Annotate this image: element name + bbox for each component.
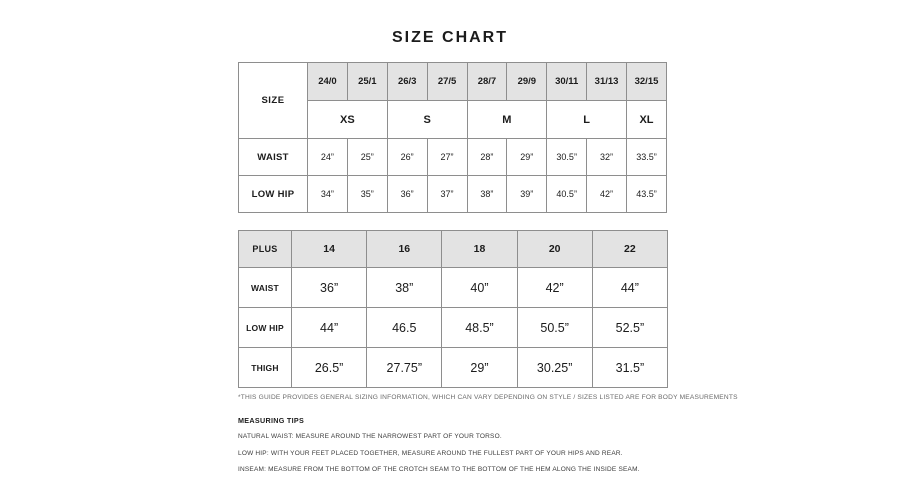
numeric-size-cell: 31/13 bbox=[587, 63, 627, 101]
low-hip-value-cell: 38” bbox=[467, 176, 507, 213]
low-hip-value-cell: 43.5” bbox=[627, 176, 667, 213]
numeric-size-cell: 28/7 bbox=[467, 63, 507, 101]
waist-value-cell: 26” bbox=[387, 139, 427, 176]
waist-value-cell: 24” bbox=[308, 139, 348, 176]
sizing-footnote: *THIS GUIDE PROVIDES GENERAL SIZING INFORMATION, WHICH CAN VARY DEPENDING ON STYLE / SIZES LISTED ARE FOR BODY MEASUREMENTS bbox=[238, 394, 738, 401]
low-hip-value-cell: 39” bbox=[507, 176, 547, 213]
thigh-value-cell: 26.5” bbox=[292, 348, 367, 388]
waist-row bbox=[239, 139, 667, 176]
measuring-tip: NATURAL WAIST: MEASURE AROUND THE NARROWEST PART OF YOUR TORSO. bbox=[238, 433, 502, 440]
numeric-size-cell: 29/9 bbox=[507, 63, 547, 101]
thigh-value-cell: 31.5” bbox=[592, 348, 667, 388]
plus-size-cell: 14 bbox=[292, 231, 367, 268]
plus-low-hip-row-label: LOW HIP bbox=[239, 308, 292, 348]
low-hip-value-cell: 36” bbox=[387, 176, 427, 213]
thigh-value-cell: 29” bbox=[442, 348, 517, 388]
thigh-row bbox=[239, 348, 668, 388]
letter-size-cell: S bbox=[387, 101, 467, 139]
numeric-size-cell: 30/11 bbox=[547, 63, 587, 101]
measuring-tips-list bbox=[238, 433, 798, 483]
thigh-value-cell: 27.75” bbox=[367, 348, 442, 388]
numeric-size-cell: 24/0 bbox=[308, 63, 348, 101]
waist-value-cell: 28” bbox=[467, 139, 507, 176]
waist-value-cell: 30.5” bbox=[547, 139, 587, 176]
low-hip-value-cell: 42” bbox=[587, 176, 627, 213]
plus-waist-value-cell: 40” bbox=[442, 268, 517, 308]
plus-low-hip-row bbox=[239, 308, 668, 348]
thigh-row-label: THIGH bbox=[239, 348, 292, 388]
low-hip-row-label: LOW HIP bbox=[239, 176, 308, 213]
plus-low-hip-value-cell: 44” bbox=[292, 308, 367, 348]
measuring-tip: LOW HIP: WITH YOUR FEET PLACED TOGETHER, MEASURE AROUND THE FULLEST PART OF YOUR HIPS AND REAR. bbox=[238, 449, 623, 457]
waist-value-cell: 27” bbox=[427, 139, 467, 176]
waist-value-cell: 33.5” bbox=[627, 139, 667, 176]
plus-corner-cell: PLUS bbox=[239, 231, 292, 268]
waist-value-cell: 25” bbox=[347, 139, 387, 176]
waist-value-cell: 29” bbox=[507, 139, 547, 176]
letter-size-cell: L bbox=[547, 101, 627, 139]
low-hip-value-cell: 35” bbox=[347, 176, 387, 213]
low-hip-value-cell: 40.5” bbox=[547, 176, 587, 213]
numeric-size-cell: 26/3 bbox=[387, 63, 427, 101]
low-hip-row bbox=[239, 176, 667, 213]
plus-waist-row-label: WAIST bbox=[239, 268, 292, 308]
plus-waist-value-cell: 44” bbox=[592, 268, 667, 308]
letter-size-cell: XS bbox=[308, 101, 388, 139]
plus-waist-row bbox=[239, 268, 668, 308]
waist-value-cell: 32” bbox=[587, 139, 627, 176]
thigh-value-cell: 30.25” bbox=[517, 348, 592, 388]
measuring-tips-heading: MEASURING TIPS bbox=[238, 416, 305, 425]
letter-size-cell: M bbox=[467, 101, 547, 139]
plus-size-cell: 18 bbox=[442, 231, 517, 268]
measuring-tip: INSEAM: MEASURE FROM THE BOTTOM OF THE CROTCH SEAM TO THE BOTTOM OF THE HEM ALONG THE INSIDE SEAM. bbox=[238, 466, 640, 473]
numeric-size-cell: 32/15 bbox=[627, 63, 667, 101]
standard-size-table bbox=[238, 62, 667, 213]
numeric-size-cell: 27/5 bbox=[427, 63, 467, 101]
plus-low-hip-value-cell: 52.5” bbox=[592, 308, 667, 348]
low-hip-value-cell: 37” bbox=[427, 176, 467, 213]
size-corner-cell: SIZE bbox=[239, 63, 308, 139]
plus-waist-value-cell: 36” bbox=[292, 268, 367, 308]
plus-low-hip-value-cell: 48.5” bbox=[442, 308, 517, 348]
waist-row-label: WAIST bbox=[239, 139, 308, 176]
plus-size-cell: 16 bbox=[367, 231, 442, 268]
plus-size-cell: 22 bbox=[592, 231, 667, 268]
plus-waist-value-cell: 42” bbox=[517, 268, 592, 308]
letter-size-cell: XL bbox=[627, 101, 667, 139]
plus-low-hip-value-cell: 46.5 bbox=[367, 308, 442, 348]
numeric-size-row bbox=[239, 63, 667, 101]
page-title: SIZE CHART bbox=[392, 29, 508, 46]
plus-size-cell: 20 bbox=[517, 231, 592, 268]
plus-waist-value-cell: 38” bbox=[367, 268, 442, 308]
numeric-size-cell: 25/1 bbox=[347, 63, 387, 101]
plus-low-hip-value-cell: 50.5” bbox=[517, 308, 592, 348]
low-hip-value-cell: 34” bbox=[308, 176, 348, 213]
plus-size-row bbox=[239, 231, 668, 268]
plus-size-table bbox=[238, 230, 668, 388]
